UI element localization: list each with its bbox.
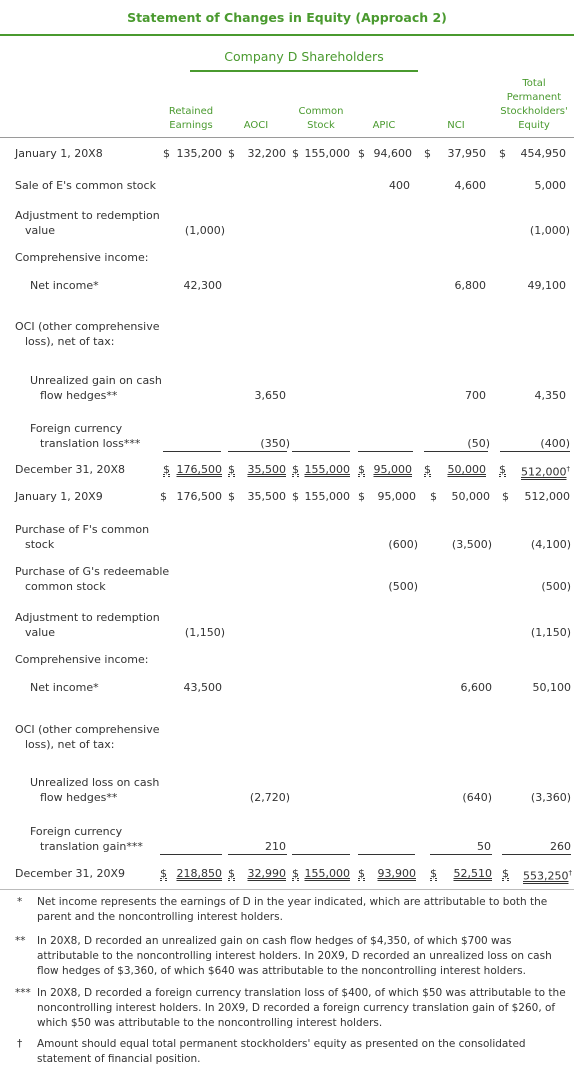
col-header-retained-earnings: Retained Earnings	[168, 106, 214, 131]
dagger-mark: †	[566, 465, 570, 473]
footnote-rule	[0, 889, 574, 890]
currency-symbol: $	[502, 490, 509, 503]
row-label-oci-20x8: OCI (other comprehensive loss), net of tax:	[15, 320, 160, 348]
cell-total-fx-20x8: (400)	[540, 437, 570, 450]
subtotal-rule	[228, 451, 287, 452]
cell-nci-ni-20x9: 6,600	[460, 681, 492, 694]
header-rule	[0, 137, 574, 138]
cell-total-ni-20x8: 49,100	[527, 279, 566, 292]
row-label-dec-20x9: December 31, 20X9	[15, 867, 126, 880]
row-label-net-income-20x8: Net income*	[30, 279, 99, 292]
cell-re-jan-20x8: 135,200	[176, 147, 222, 160]
row-label-buy-g: Purchase of G's redeemable common stock	[15, 565, 170, 593]
cell-total-adj-20x8: (1,000)	[529, 224, 570, 237]
footnote-currency-translation: In 20X8, D recorded a foreign currency translation loss of $400, of which $50 was attributable to the noncontrolling interest holders. In 20X9, D recorded a foreign currency translation gain of $260, of which $50 was attributable to the noncontrolling interest holders.	[37, 987, 566, 1029]
cell-nci-cfh-20x8: 700	[465, 389, 486, 402]
currency-symbol: $	[499, 147, 506, 160]
cell-nci-sale-e: 4,600	[454, 179, 486, 192]
cell-re-adj-20x8: (1,000)	[184, 224, 225, 237]
cell-total-buy-g: (500)	[541, 580, 571, 593]
currency-symbol: $	[163, 463, 170, 476]
footnote-cash-flow-hedges: In 20X8, D recorded an unrealized gain on cash flow hedges of $4,350, of which $700 was attributable to the noncontrolling interest holders. In 20X9, D recorded an unrealized loss on cash flow hedges of $3,360, of which $640 was attributable to the noncontrolling interest holders.	[37, 935, 552, 977]
cell-re-dec-20x8: 176,500	[176, 463, 222, 476]
cell-nci-cfh-20x9: (640)	[462, 791, 492, 804]
currency-symbol: $	[358, 463, 365, 476]
subtotal-rule	[292, 451, 350, 452]
currency-symbol: $	[228, 867, 235, 880]
cell-aoci-fx-20x9: 210	[265, 840, 286, 853]
currency-symbol: $	[160, 867, 167, 880]
currency-symbol: $	[499, 463, 506, 476]
cell-cs-jan-20x8: 155,000	[304, 147, 350, 160]
cell-re-ni-20x8: 42,300	[183, 279, 222, 292]
currency-symbol: $	[358, 867, 365, 880]
currency-symbol: $	[424, 147, 431, 160]
cell-total-dec-20x9: 553,250†	[523, 869, 572, 883]
cell-total-dec-20x8: 512,000†	[521, 465, 570, 479]
subtotal-rule	[228, 854, 287, 855]
row-label-adj-20x9: Adjustment to redemption value	[15, 611, 160, 639]
row-label-cfh-20x9: Unrealized loss on cash flow hedges**	[30, 776, 160, 804]
currency-symbol: $	[292, 867, 299, 880]
subtotal-rule	[500, 451, 570, 452]
currency-symbol: $	[430, 490, 437, 503]
row-label-jan-20x9: January 1, 20X9	[15, 490, 103, 503]
footnote-mark: †	[17, 1038, 23, 1050]
footnote-mark: *	[17, 896, 23, 908]
cell-nci-fx-20x8: (50)	[467, 437, 490, 450]
cell-total-jan-20x9: 512,000	[524, 490, 570, 503]
cell-apic-buy-f: (600)	[388, 538, 418, 551]
dagger-mark: †	[568, 869, 572, 877]
cell-cs-dec-20x8: 155,000	[304, 463, 350, 476]
cell-total-jan-20x8: 454,950	[520, 147, 566, 160]
row-label-sale-e: Sale of E's common stock	[15, 179, 156, 192]
cell-total-adj-20x9: (1,150)	[530, 626, 571, 639]
currency-symbol: $	[160, 490, 167, 503]
currency-symbol: $	[292, 490, 299, 503]
cell-apic-jan-20x8: 94,600	[373, 147, 412, 160]
row-label-net-income-20x9: Net income*	[30, 681, 99, 694]
cell-nci-dec-20x8: 50,000	[447, 463, 486, 476]
currency-symbol: $	[424, 463, 431, 476]
cell-apic-dec-20x9: 93,900	[377, 867, 416, 880]
cell-apic-buy-g: (500)	[388, 580, 418, 593]
cell-aoci-fx-20x8: (350)	[260, 437, 290, 450]
cell-aoci-jan-20x8: 32,200	[247, 147, 286, 160]
cell-apic-jan-20x9: 95,000	[377, 490, 416, 503]
currency-symbol: $	[292, 463, 299, 476]
row-label-fx-20x9: Foreign currency translation gain***	[30, 825, 143, 853]
cell-total-sale-e: 5,000	[534, 179, 566, 192]
cell-total-buy-f: (4,100)	[530, 538, 571, 551]
col-header-aoci: AOCI	[243, 120, 269, 131]
currency-symbol: $	[292, 147, 299, 160]
row-label-comprehensive-income-20x9: Comprehensive income:	[15, 653, 149, 666]
subtotal-rule	[424, 451, 488, 452]
col-header-apic: APIC	[372, 120, 396, 131]
cell-aoci-dec-20x8: 35,500	[247, 463, 286, 476]
currency-symbol: $	[228, 463, 235, 476]
row-label-adj-20x8: Adjustment to redemption value	[15, 209, 160, 237]
currency-symbol: $	[228, 490, 235, 503]
subtotal-rule	[502, 854, 571, 855]
footnote-mark: **	[15, 935, 26, 947]
cell-total-cfh-20x9: (3,360)	[530, 791, 571, 804]
footnote-mark: ***	[15, 987, 31, 999]
cell-cs-jan-20x9: 155,000	[304, 490, 350, 503]
subtotal-rule	[430, 854, 492, 855]
col-header-nci: NCI	[447, 120, 465, 131]
subtotal-rule	[163, 451, 221, 452]
footnote-dagger: Amount should equal total permanent stockholders' equity as presented on the consolidated statement of financial position.	[37, 1038, 526, 1065]
cell-aoci-cfh-20x9: (2,720)	[249, 791, 290, 804]
subtotal-rule	[292, 854, 350, 855]
cell-apic-sale-e: 400	[389, 179, 410, 192]
row-label-cfh-20x8: Unrealized gain on cash flow hedges**	[30, 374, 162, 402]
cell-total-ni-20x9: 50,100	[532, 681, 571, 694]
cell-re-adj-20x9: (1,150)	[184, 626, 225, 639]
cell-nci-ni-20x8: 6,800	[454, 279, 486, 292]
row-label-oci-20x9: OCI (other comprehensive loss), net of tax:	[15, 723, 160, 751]
cell-re-dec-20x9: 218,850	[176, 867, 222, 880]
cell-aoci-dec-20x9: 32,990	[247, 867, 286, 880]
statement-title: Statement of Changes in Equity (Approach 2)	[127, 10, 447, 25]
currency-symbol: $	[502, 867, 509, 880]
row-label-comprehensive-income-20x8: Comprehensive income:	[15, 251, 149, 264]
subtotal-rule	[358, 854, 415, 855]
col-header-total-equity: Total Permanent Stockholders' Equity	[500, 78, 568, 131]
cell-re-jan-20x9: 176,500	[176, 490, 222, 503]
row-label-buy-f: Purchase of F's common stock	[15, 523, 150, 551]
cell-apic-dec-20x8: 95,000	[373, 463, 412, 476]
cell-nci-fx-20x9: 50	[477, 840, 491, 853]
row-label-fx-20x8: Foreign currency translation loss***	[30, 422, 141, 450]
cell-cs-dec-20x9: 155,000	[304, 867, 350, 880]
row-label-jan-20x8: January 1, 20X8	[15, 147, 103, 160]
cell-nci-buy-f: (3,500)	[451, 538, 492, 551]
currency-symbol: $	[430, 867, 437, 880]
currency-symbol: $	[358, 490, 365, 503]
currency-symbol: $	[163, 147, 170, 160]
title-rule	[0, 34, 574, 36]
cell-nci-jan-20x8: 37,950	[447, 147, 486, 160]
cell-total-fx-20x9: 260	[550, 840, 571, 853]
company-header: Company D Shareholders	[224, 49, 384, 64]
cell-re-ni-20x9: 43,500	[183, 681, 222, 694]
currency-symbol: $	[228, 147, 235, 160]
cell-nci-dec-20x9: 52,510	[453, 867, 492, 880]
cell-aoci-cfh-20x8: 3,650	[254, 389, 286, 402]
company-header-rule	[190, 70, 418, 72]
col-header-common-stock: Common Stock	[298, 106, 344, 131]
cell-aoci-jan-20x9: 35,500	[247, 490, 286, 503]
cell-nci-jan-20x9: 50,000	[451, 490, 490, 503]
subtotal-rule	[160, 854, 222, 855]
footnote-net-income: Net income represents the earnings of D in the year indicated, which are attributable to both the parent and the noncontrolling interest holders.	[37, 896, 548, 923]
row-label-dec-20x8: December 31, 20X8	[15, 463, 126, 476]
cell-total-cfh-20x8: 4,350	[534, 389, 566, 402]
currency-symbol: $	[358, 147, 365, 160]
subtotal-rule	[358, 451, 413, 452]
